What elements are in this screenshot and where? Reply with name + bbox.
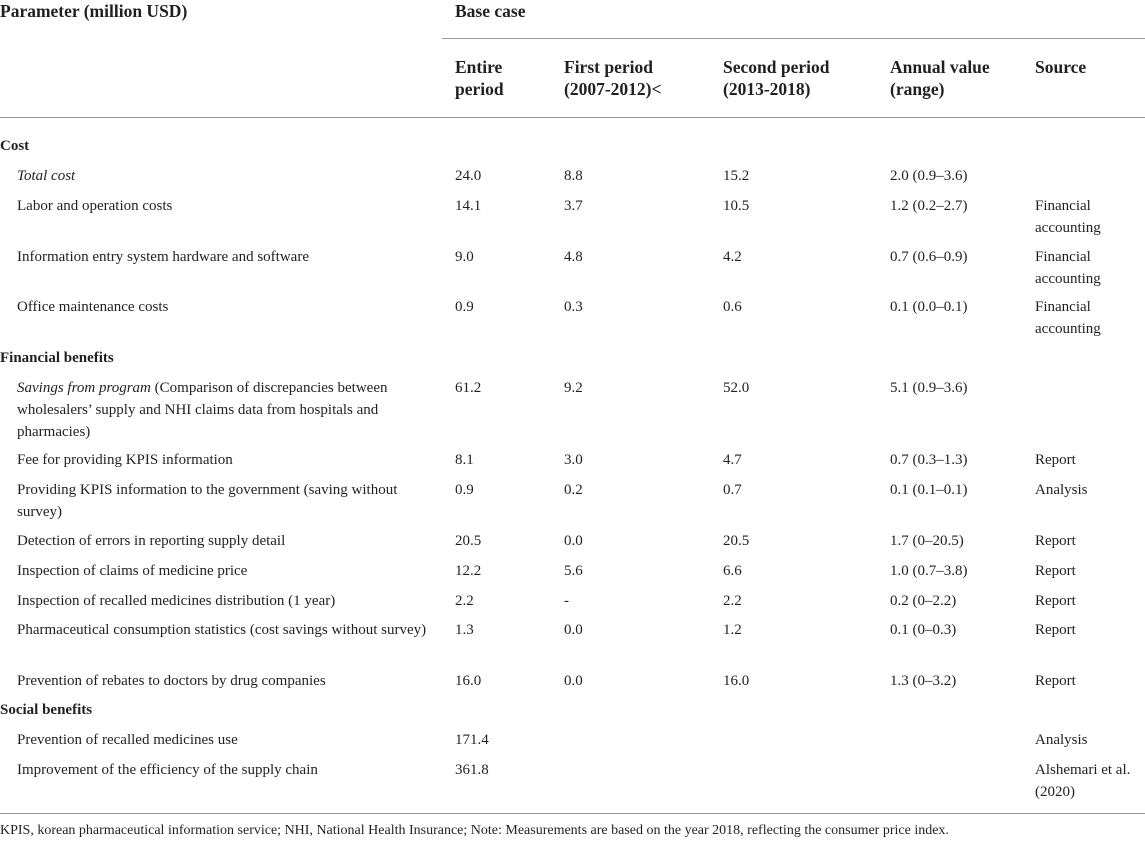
cell-first: 9.2 bbox=[564, 380, 583, 396]
cell-first: 4.8 bbox=[564, 249, 583, 265]
table-bottom-rule bbox=[0, 813, 1145, 814]
cell-entire: 2.2 bbox=[455, 593, 474, 609]
cell-first: 0.3 bbox=[564, 299, 583, 315]
row-label-text: Pharmaceutical consumption statistics (cost savings without survey) bbox=[17, 622, 427, 638]
cell-source: Financial accounting bbox=[1035, 249, 1101, 287]
cell-second: 1.2 bbox=[723, 622, 742, 638]
param-column-header: Parameter (million USD) bbox=[0, 1, 188, 21]
cell-entire: 0.9 bbox=[455, 299, 474, 315]
cell-source: Alshemari et al. (2020) bbox=[1035, 762, 1131, 800]
column-header-source: Source bbox=[1035, 57, 1087, 77]
cell-annual: 0.7 (0.6–0.9) bbox=[890, 249, 968, 265]
cell-entire: 361.8 bbox=[455, 762, 489, 778]
cell-entire: 24.0 bbox=[455, 168, 482, 184]
cell-entire: 1.3 bbox=[455, 622, 474, 638]
section-label: Cost bbox=[0, 138, 30, 154]
row-label bbox=[17, 449, 442, 471]
row-label bbox=[17, 246, 442, 268]
cell-source: Report bbox=[1035, 563, 1076, 579]
row-label bbox=[17, 670, 442, 692]
cell-entire: 0.9 bbox=[455, 482, 474, 498]
cell-entire: 171.4 bbox=[455, 732, 489, 748]
cell-source: Report bbox=[1035, 533, 1076, 549]
row-label bbox=[17, 729, 442, 751]
cell-second: 2.2 bbox=[723, 593, 742, 609]
cell-second: 20.5 bbox=[723, 533, 750, 549]
row-label-text: Providing KPIS information to the government (saving without survey) bbox=[17, 482, 398, 520]
cell-entire: 12.2 bbox=[455, 563, 482, 579]
row-label-text: Prevention of recalled medicines use bbox=[17, 732, 238, 748]
cell-annual: 1.7 (0–20.5) bbox=[890, 533, 964, 549]
cell-annual: 1.0 (0.7–3.8) bbox=[890, 563, 968, 579]
cell-first: - bbox=[564, 593, 569, 609]
row-label-text: Detection of errors in reporting supply detail bbox=[17, 533, 286, 549]
cell-first: 0.0 bbox=[564, 673, 583, 689]
column-header-second: Second period (2013-2018) bbox=[723, 57, 830, 99]
row-label bbox=[17, 296, 442, 318]
cell-entire: 61.2 bbox=[455, 380, 482, 396]
cell-annual: 5.1 (0.9–3.6) bbox=[890, 380, 968, 396]
row-label-text: Improvement of the efficiency of the supply chain bbox=[17, 762, 318, 778]
cell-annual: 1.2 (0.2–2.7) bbox=[890, 198, 968, 214]
row-label bbox=[17, 590, 442, 612]
cell-annual: 2.0 (0.9–3.6) bbox=[890, 168, 968, 184]
cell-source: Financial accounting bbox=[1035, 299, 1101, 337]
cell-entire: 9.0 bbox=[455, 249, 474, 265]
row-label-text: Information entry system hardware and software bbox=[17, 249, 309, 265]
row-label-italic: Savings from program bbox=[17, 380, 151, 396]
header-group-rule bbox=[442, 38, 1145, 39]
cell-annual: 0.2 (0–2.2) bbox=[890, 593, 957, 609]
cell-second: 6.6 bbox=[723, 563, 742, 579]
row-label-text: Labor and operation costs bbox=[17, 198, 173, 214]
cell-second: 4.2 bbox=[723, 249, 742, 265]
cell-source: Report bbox=[1035, 673, 1076, 689]
section-label: Financial benefits bbox=[0, 350, 114, 366]
section-label: Social benefits bbox=[0, 702, 93, 718]
cell-first: 8.8 bbox=[564, 168, 583, 184]
cell-source: Report bbox=[1035, 452, 1076, 468]
cell-source: Report bbox=[1035, 622, 1076, 638]
column-header-first: First period (2007-2012)< bbox=[564, 57, 662, 99]
cell-first: 0.2 bbox=[564, 482, 583, 498]
cell-annual: 0.1 (0.1–0.1) bbox=[890, 482, 968, 498]
cell-second: 15.2 bbox=[723, 168, 750, 184]
cell-second: 0.6 bbox=[723, 299, 742, 315]
cell-first: 0.0 bbox=[564, 533, 583, 549]
cell-source: Analysis bbox=[1035, 732, 1088, 748]
cell-annual: 1.3 (0–3.2) bbox=[890, 673, 957, 689]
cell-annual: 0.1 (0.0–0.1) bbox=[890, 299, 968, 315]
cell-second: 52.0 bbox=[723, 380, 750, 396]
cell-entire: 14.1 bbox=[455, 198, 482, 214]
table-footnote: KPIS, korean pharmaceutical information service; NHI, National Health Insurance; Note: Measurements are based on the year 2018, reflecting the consumer price index. bbox=[0, 823, 949, 838]
row-label-text: Inspection of claims of medicine price bbox=[17, 563, 248, 579]
row-label bbox=[17, 377, 442, 443]
header-bottom-rule bbox=[0, 117, 1145, 118]
cell-second: 10.5 bbox=[723, 198, 750, 214]
base-case-header: Base case bbox=[455, 1, 526, 21]
row-label bbox=[17, 479, 442, 523]
row-label bbox=[17, 195, 442, 217]
row-label bbox=[17, 165, 442, 187]
row-label-text: Inspection of recalled medicines distribution (1 year) bbox=[17, 593, 336, 609]
row-label-text: Fee for providing KPIS information bbox=[17, 452, 233, 468]
cell-first: 0.0 bbox=[564, 622, 583, 638]
row-label bbox=[17, 619, 442, 641]
cell-source: Analysis bbox=[1035, 482, 1088, 498]
row-label-text: (Comparison of discrepancies between wholesalers’ supply and NHI claims data from hospitals and pharmacies) bbox=[17, 380, 388, 440]
cell-entire: 8.1 bbox=[455, 452, 474, 468]
cell-second: 4.7 bbox=[723, 452, 742, 468]
cell-first: 5.6 bbox=[564, 563, 583, 579]
row-label-text: Prevention of rebates to doctors by drug companies bbox=[17, 673, 326, 689]
column-header-annual: Annual value (range) bbox=[890, 57, 990, 99]
cell-second: 0.7 bbox=[723, 482, 742, 498]
row-label bbox=[17, 759, 442, 781]
cell-annual: 0.7 (0.3–1.3) bbox=[890, 452, 968, 468]
column-header-entire: Entire period bbox=[455, 57, 504, 99]
cell-first: 3.7 bbox=[564, 198, 583, 214]
cell-entire: 20.5 bbox=[455, 533, 482, 549]
row-label-text: Office maintenance costs bbox=[17, 299, 169, 315]
cell-source: Financial accounting bbox=[1035, 198, 1101, 236]
cell-annual: 0.1 (0–0.3) bbox=[890, 622, 957, 638]
cell-entire: 16.0 bbox=[455, 673, 482, 689]
row-label bbox=[17, 560, 442, 582]
row-label bbox=[17, 530, 442, 552]
cell-source: Report bbox=[1035, 593, 1076, 609]
row-label-italic: Total cost bbox=[17, 168, 76, 184]
cell-second: 16.0 bbox=[723, 673, 750, 689]
cell-first: 3.0 bbox=[564, 452, 583, 468]
